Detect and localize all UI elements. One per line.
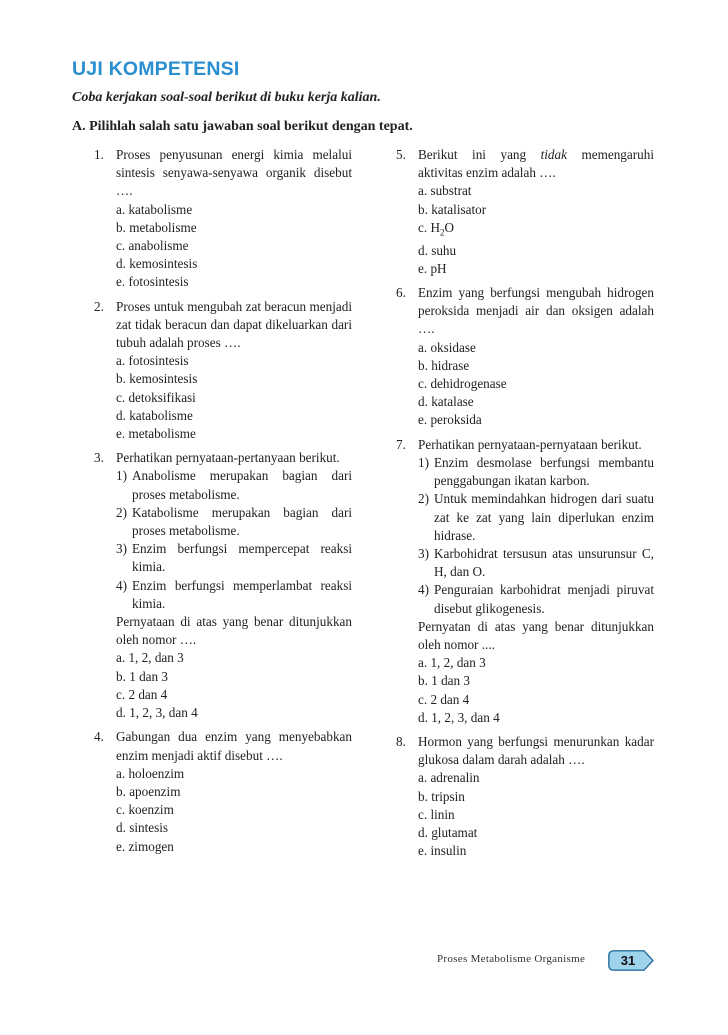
question-number: 4.: [94, 729, 104, 745]
option-b: b. kemosintesis: [116, 371, 198, 387]
question-number: 3.: [94, 450, 104, 466]
option-e: e. zimogen: [116, 838, 174, 854]
stem-part: memengaruhi aktivitas enzim adalah ….: [418, 147, 654, 181]
question-stem: Proses penyusunan energi kimia melalui sintesis senyawa-senyawa organik disebut ….: [116, 147, 352, 199]
chapter-footer: Proses Metabolisme Organisme: [437, 953, 586, 965]
statement-3: [116, 540, 352, 576]
option-a: a. adrenalin: [418, 770, 480, 786]
option-e: e. pH: [418, 260, 447, 276]
question-number: 1.: [94, 147, 104, 162]
formula-part: c. H: [418, 219, 440, 235]
option-d: d. katalase: [418, 394, 474, 410]
question-number: 8.: [396, 733, 406, 749]
stem-emphasis: tidak: [540, 147, 567, 162]
instruction-text: Coba kerjakan soal-soal berikut di buku kerja kalian.: [72, 90, 381, 105]
question-1: [94, 146, 352, 292]
question-stem: Hormon yang berfungsi menurunkan kadar glukosa dalam darah adalah ….: [418, 733, 654, 768]
stem-part: Berikut ini yang: [418, 147, 541, 162]
question-number: 6.: [396, 285, 406, 301]
question-number: 5.: [396, 147, 406, 162]
page-number-badge: [608, 950, 654, 971]
option-c: [418, 219, 654, 242]
question-stem: [418, 146, 654, 182]
question-stem: Enzim yang berfungsi mengubah hidrogen peroksida menjadi air dan oksigen adalah ….: [418, 285, 654, 337]
option-d: d. kemosintesis: [116, 256, 198, 272]
question-5: [396, 146, 654, 278]
statement-text: Anabolisme merupakan bagian dari proses metabolisme.: [132, 468, 352, 502]
statement-number: 2): [418, 491, 429, 507]
question-7: [396, 436, 654, 727]
page-title: UJI KOMPETENSI: [72, 58, 240, 80]
option-a: a. substrat: [418, 183, 472, 199]
statement-number: 3): [418, 545, 429, 561]
option-b: b. hidrase: [418, 357, 470, 373]
option-d: d. katabolisme: [116, 407, 193, 423]
section-heading: A. Pilihlah salah satu jawaban soal berikut dengan tepat.: [72, 119, 413, 134]
question-stem: Perhatikan pernyataan-pertanyaan berikut.: [116, 450, 340, 466]
option-c: c. 2 dan 4: [116, 686, 168, 702]
option-d: d. glutamat: [418, 824, 478, 840]
question-number: 7.: [396, 436, 406, 452]
statement-text: Katabolisme merupakan bagian dari proses metabolisme.: [132, 504, 352, 539]
statement-text: Untuk memindahkan hidrogen dari suatu zat ke zat yang lain diperlukan enzim hidrase.: [434, 491, 654, 543]
statement-text: Karbohidrat tersusun atas unsurunsur C, H, dan O.: [434, 545, 654, 580]
statement-number: 1): [116, 468, 127, 484]
option-c: c. dehidrogenase: [418, 376, 507, 392]
option-d: d. 1, 2, 3, dan 4: [418, 709, 500, 725]
statement-number: 1): [418, 454, 429, 470]
statement-2: [116, 504, 352, 540]
statement-text: Penguraian karbohidrat menjadi piruvat disebut glikogenesis.: [434, 582, 654, 616]
formula-part: O: [444, 219, 455, 235]
option-c: c. detoksifikasi: [116, 389, 196, 405]
question-stem: Gabungan dua enzim yang menyebabkan enzim menjadi aktif disebut ….: [116, 729, 352, 763]
option-d: d. sintesis: [116, 820, 169, 836]
right-column: [396, 146, 654, 866]
statement-text: Enzim berfungsi memperlambat reaksi kimia.: [132, 577, 352, 611]
formula-subscript: 2: [439, 227, 445, 238]
option-c: c. anabolisme: [116, 238, 189, 254]
option-a: a. fotosintesis: [116, 353, 189, 369]
option-a: a. oksidase: [418, 339, 476, 355]
question-2: [94, 298, 352, 444]
option-b: b. katalisator: [418, 201, 487, 217]
question-6: [396, 284, 654, 430]
page-number: 31: [620, 953, 636, 968]
option-a: a. holoenzim: [116, 765, 185, 781]
option-a: a. 1, 2, dan 3: [418, 655, 486, 671]
option-a: a. 1, 2, dan 3: [116, 650, 184, 666]
option-c: c. koenzim: [116, 802, 174, 818]
option-e: e. peroksida: [418, 412, 482, 428]
option-d: d. 1, 2, 3, dan 4: [116, 705, 198, 721]
option-b: b. tripsin: [418, 788, 465, 804]
option-c: c. linin: [418, 806, 455, 822]
statement-number: 4): [418, 582, 429, 598]
option-b: b. 1 dan 3: [116, 668, 169, 684]
question-3: [94, 449, 352, 722]
question-8: [396, 733, 654, 860]
statement-text: Enzim berfungsi mempercepat reaksi kimia.: [132, 541, 352, 575]
option-b: b. 1 dan 3: [418, 673, 471, 689]
option-c: c. 2 dan 4: [418, 691, 470, 707]
statement-3: [418, 545, 654, 581]
statement-4: [116, 577, 352, 613]
option-a: a. katabolisme: [116, 201, 193, 217]
statement-number: 3): [116, 541, 127, 557]
statement-1: [116, 467, 352, 503]
question-stem: Proses untuk mengubah zat beracun menjadi zat tidak beracun dan dapat dikeluarkan dari tubuh adalah proses ….: [116, 298, 352, 351]
option-e: e. metabolisme: [116, 426, 196, 442]
statement-number: 4): [116, 577, 127, 593]
option-b: b. apoenzim: [116, 783, 181, 799]
statement-2: [418, 490, 654, 545]
option-b: b. metabolisme: [116, 219, 197, 235]
left-column: [94, 146, 352, 862]
question-4: [94, 728, 352, 855]
option-d: d. suhu: [418, 242, 457, 258]
question-closing: Pernyataan di atas yang benar ditunjukkan oleh nomor ….: [116, 614, 352, 648]
question-closing: Pernyatan di atas yang benar ditunjukkan oleh nomor ....: [418, 618, 654, 652]
statement-1: [418, 454, 654, 490]
question-stem: Perhatikan pernyataan-pernyataan berikut.: [418, 436, 642, 452]
statement-number: 2): [116, 504, 127, 520]
statement-4: [418, 581, 654, 617]
question-number: 2.: [94, 298, 104, 314]
statement-text: Enzim desmolase berfungsi membantu penggabungan ikatan karbon.: [434, 454, 654, 489]
option-e: e. fotosintesis: [116, 274, 189, 290]
option-e: e. insulin: [418, 843, 467, 859]
